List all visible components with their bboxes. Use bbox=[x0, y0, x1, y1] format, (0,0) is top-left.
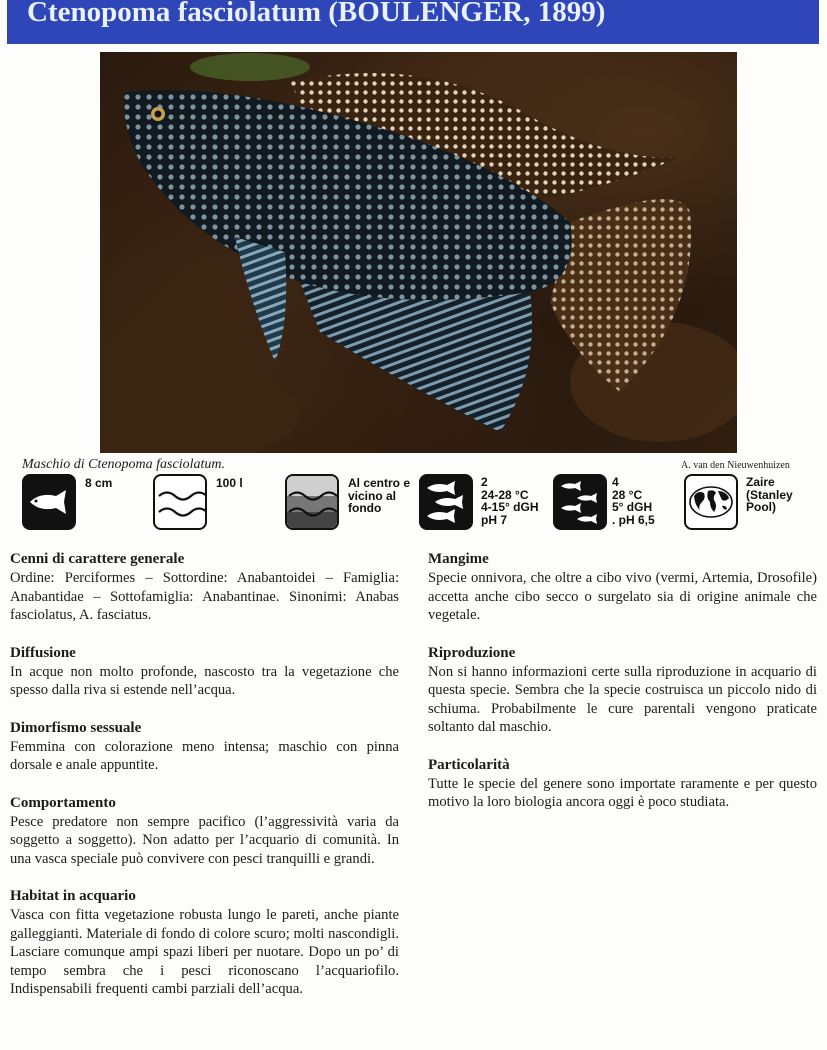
section-peculiarities bbox=[428, 756, 817, 812]
section-heading: Particolarità bbox=[428, 756, 510, 773]
distribution-label: Zaire (Stanley Pool) bbox=[746, 475, 793, 514]
swimming-zone-icon bbox=[285, 474, 339, 530]
section-heading: Habitat in acquario bbox=[10, 888, 136, 904]
fish-size-label: 8 cm bbox=[85, 476, 113, 490]
breeding-conditions-icon bbox=[553, 474, 607, 530]
section-heading: Cenni di carattere generale bbox=[10, 551, 185, 567]
title-bar bbox=[7, 0, 819, 44]
section-heading: Diffusione bbox=[10, 644, 76, 661]
section-dimorphism bbox=[10, 719, 399, 775]
world-map-icon bbox=[684, 474, 738, 530]
swimming-zone-label: Al centro e vicino al fondo bbox=[348, 476, 411, 515]
section-body: Vasca con fitta vegetazione robusta lungo le pareti, anche piante galleggianti. Materiale di fondo di colore scuro; molti nascondigli. Lasciare comunque ampi spazi liberi per nuotare. Dopo un po’ di tempo sembra che i pesci riconoscano l’acquariofilo. Indispensabili frequenti cambi parziali dell’acqua. bbox=[10, 907, 399, 997]
photo-credit: A. van den Nieuwenhuizen bbox=[681, 460, 790, 471]
section-body: Femmina con colorazione meno intensa; maschio con pinna dorsale e anale appuntite. bbox=[10, 738, 399, 773]
section-food bbox=[428, 550, 817, 625]
section-body: Non si hanno informazioni certe sulla riproduzione in acquario di questa specie. Sembra che la specie costruisca un piccolo nido di schiuma. Probabilmente le cure parentali vengono praticate soltanto dal maschio. bbox=[428, 663, 817, 735]
section-body: In acque non molto profonde, nascosto tra la vegetazione che spesso dalla riva si estende nell’acqua. bbox=[10, 663, 399, 698]
section-distribution bbox=[10, 644, 399, 700]
section-heading: Riproduzione bbox=[428, 644, 516, 661]
section-heading: Dimorfismo sessuale bbox=[10, 719, 142, 736]
section-body: Specie onnivora, che oltre a cibo vivo (vermi, Artemia, Drosofile) accetta anche cibo secco o surgelato sia di origine animale che vegetale. bbox=[428, 570, 817, 623]
section-heading: Mangime bbox=[428, 551, 489, 567]
section-habitat bbox=[10, 887, 399, 999]
section-body: Tutte le specie del genere sono importate raramente e per questo motivo la loro biologia ancora oggi è poco studiata. bbox=[428, 775, 817, 810]
breeding-conditions-label: 4 28 °C 5° dGH . pH 6,5 bbox=[612, 475, 655, 527]
aquarium-volume-icon bbox=[153, 474, 207, 530]
right-column bbox=[428, 550, 817, 831]
section-heading: Comportamento bbox=[10, 794, 116, 811]
aquarium-volume-label: 100 l bbox=[216, 476, 243, 490]
section-general bbox=[10, 550, 399, 625]
keeping-conditions-icon bbox=[419, 474, 473, 530]
fish-size-icon bbox=[22, 474, 76, 530]
section-reproduction bbox=[428, 644, 817, 737]
left-column bbox=[10, 550, 399, 1018]
page-title: Ctenopoma fasciolatum (BOULENGER, 1899) bbox=[27, 0, 606, 28]
photo-caption: Maschio di Ctenopoma fasciolatum. bbox=[22, 457, 225, 472]
fish-photo bbox=[100, 52, 737, 453]
fish-illustration bbox=[100, 52, 737, 453]
section-body: Pesce predatore non sempre pacifico (l’aggressività varia da soggetto a soggetto). Non adatto per l’acquario di comunità. In una vasca speciale può convivere con pesci tranquilli e grandi. bbox=[10, 813, 399, 867]
section-behaviour bbox=[10, 794, 399, 869]
section-body: Ordine: Perciformes – Sottordine: Anabantoidei – Famiglia: Anabantidae – Sottofamiglia: Anabantinae. Sinonimi: Anabas fasciolatus, A. fasciatus. bbox=[10, 570, 399, 623]
keeping-conditions-label: 2 24-28 °C 4-15° dGH pH 7 bbox=[481, 475, 539, 527]
